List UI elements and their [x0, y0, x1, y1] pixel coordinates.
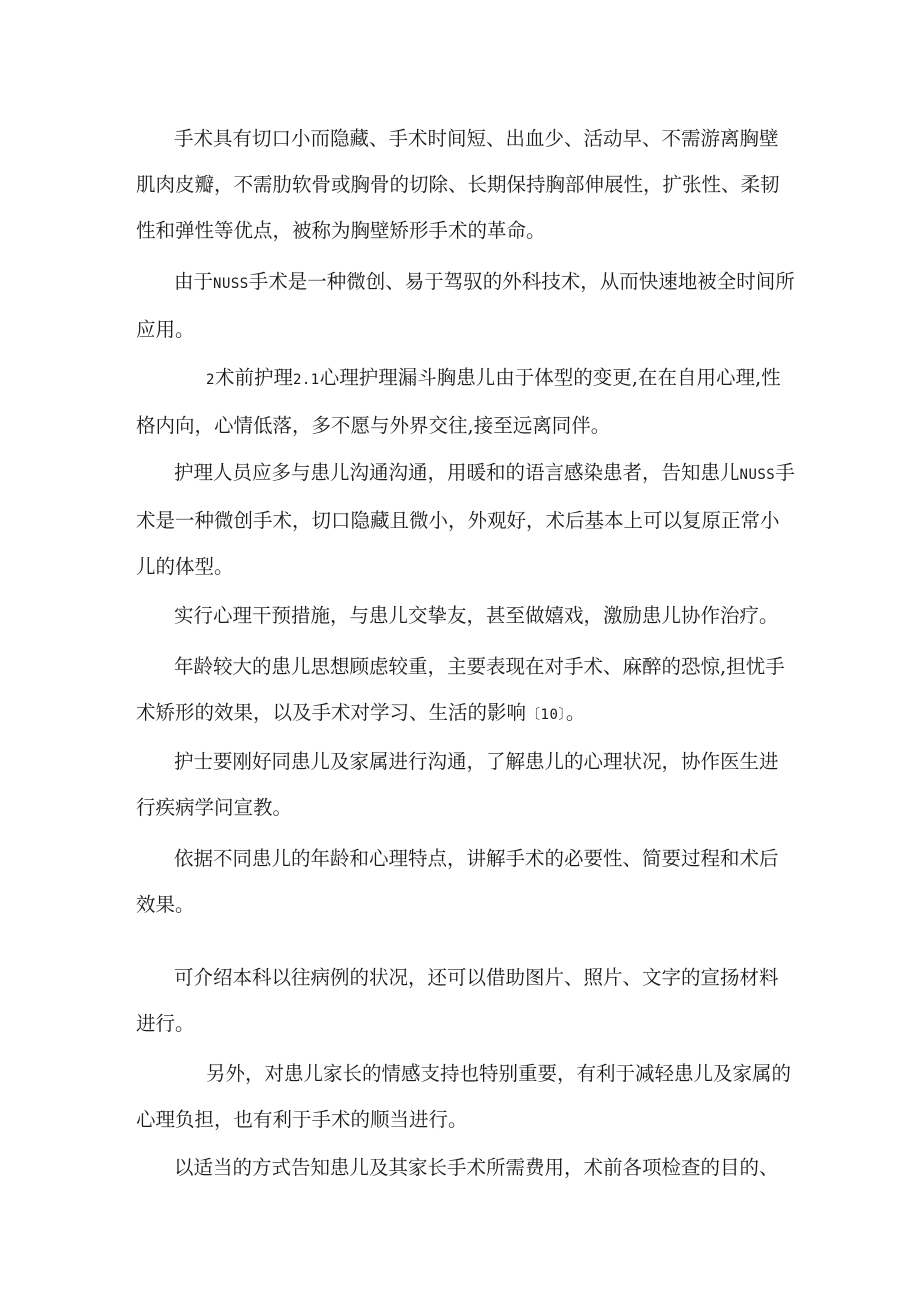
paragraph-text: 实行心理干预措施，与患儿交挚友，甚至做嬉戏，激励患儿协作治疗。 — [174, 604, 779, 627]
paragraph-10 — [136, 1051, 796, 1143]
paragraph-text: 护理人员应多与患儿沟通沟通，用暖和的语言感染患者，告知患儿 — [174, 461, 740, 484]
paragraph-7 — [136, 739, 796, 831]
paragraph-2 — [136, 259, 796, 353]
paragraph-text: 年龄较大的患儿思想顾虑较重，主要表现在对手术、麻醉的恐惊,担忧手术矫形的效果，以及手术对学习、生活的影响 — [136, 655, 785, 724]
paragraph-11 — [136, 1145, 796, 1191]
nuss-term: NUSS — [739, 467, 776, 483]
paragraph-9 — [136, 955, 796, 1047]
citation: 〔10〕 — [526, 707, 566, 723]
paragraph-1 — [136, 116, 796, 254]
paragraph-5 — [136, 593, 796, 639]
section-number: 2 — [206, 372, 215, 388]
paragraph-text: 护士要刚好同患儿及家属进行沟通，了解患儿的心理状况，协作医生进行疾病学问宣教。 — [136, 750, 779, 819]
paragraph-text: 依据不同患儿的年龄和心理特点，讲解手术的必要性、简要过程和术后效果。 — [136, 847, 779, 916]
nuss-term: NUSS — [213, 276, 249, 292]
paragraph-4 — [136, 450, 796, 590]
paragraph-text: 手术是一种微创、易于驾驭的外科技术，从而快速地被全时间所应用。 — [136, 270, 795, 341]
paragraph-3 — [136, 355, 796, 449]
paragraph-text: 可介绍本科以往病例的状况，还可以借助图片、照片、文字的宣扬材料进行。 — [136, 966, 779, 1035]
paragraph-text: 心理护理漏斗胸患儿由于体型的变更,在在自用心理,性格内向，心情低落，多不愿与外界交往,接至远离同伴。 — [136, 366, 781, 437]
paragraph-text: 由于 — [174, 270, 214, 293]
subsection-number: 2.1 — [292, 372, 320, 388]
paragraph-text: 。 — [565, 701, 586, 724]
paragraph-6 — [136, 644, 796, 738]
paragraph-text: 以适当的方式告知患儿及其家长手术所需费用，术前各项检查的目的、 — [174, 1156, 779, 1179]
paragraph-8 — [136, 836, 796, 928]
paragraph-text: 手术具有切口小而隐藏、手术时间短、出血少、活动早、不需游离胸壁肌肉皮瓣，不需肋软骨或胸骨的切除、长期保持胸部伸展性，扩张性、柔韧性和弹性等优点，被称为胸壁矫形手术的革命。 — [136, 127, 780, 242]
paragraph-text: 另外，对患儿家长的情感支持也特别重要，有利于减轻患儿及家属的心理负担，也有利于手术的顺当进行。 — [136, 1062, 792, 1131]
paragraph-text: 手术是一种微创手术，切口隐藏且微小，外观好，术后基本上可以复原正常小儿的体型。 — [136, 461, 795, 578]
section-title: 术前护理 — [214, 366, 293, 389]
